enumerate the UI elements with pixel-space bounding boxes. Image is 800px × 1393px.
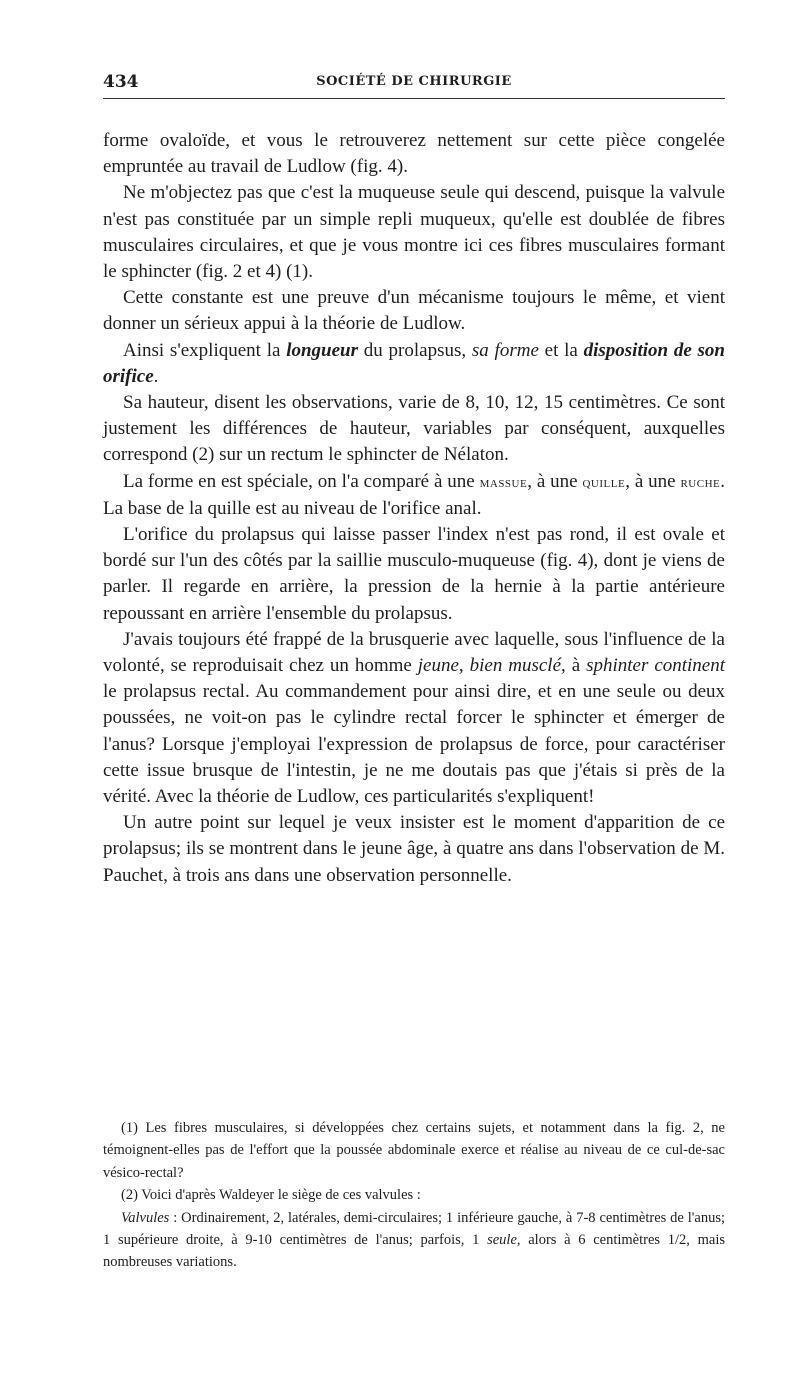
paragraph-3: Cette constante est une preuve d'un mécanisme toujours le même, et vient donner un sérieux appui à la théorie de Ludlow.: [103, 287, 725, 335]
text-run: . La base de la quille est au niveau de l'orifice anal.: [103, 470, 725, 519]
text-run: .: [153, 365, 159, 387]
text-run: J'avais toujours été frappé de la brusquerie avec laquelle, sous l'influence de la volonté, se reproduisait chez un homme: [103, 628, 725, 677]
footnote-2: (2) Voici d'après Waldeyer le siège de ces valvules :: [121, 1187, 421, 1204]
paragraph-4: [103, 338, 725, 390]
emphasis-disposition: disposition de son orifice: [103, 339, 725, 387]
text-run: et la: [538, 339, 584, 361]
paragraph-5: Sa hauteur, disent les observations, varie de 8, 10, 12, 15 centimètres. Ce sont justement les différences de hauteur, variables par conséquent, auxquelles correspond (2) sur un rectum le sphincter de Nélaton.: [103, 392, 725, 466]
paragraph-1: forme ovaloïde, et vous le retrouverez nettement sur cette pièce congelée empruntée au travail de Ludlow (fig. 4).: [103, 130, 725, 178]
text-run: , à une: [527, 470, 583, 492]
emphasis-jeune: jeune, bien musclé: [417, 655, 562, 677]
text-run: , à: [561, 655, 587, 677]
page-header: [103, 72, 725, 99]
smallcaps-massue: massue: [479, 474, 528, 491]
paragraph-2: Ne m'objectez pas que c'est la muqueuse seule qui descend, puisque la valvule n'est pas constituée par un simple repli muqueux, qu'elle est doublée de fibres musculaires circulaires, et que je vous montre ici ces fibres musculaires formant le sphincter (fig. 2 et 4) (1).: [103, 182, 725, 283]
paragraph-8: [103, 627, 725, 810]
footnotes: [103, 1117, 725, 1274]
smallcaps-ruche: ruche: [680, 474, 721, 491]
page-number: 434: [103, 72, 139, 92]
smallcaps-quille: quille: [582, 474, 626, 491]
text-run: La forme en est spéciale, on l'a comparé à une: [123, 470, 480, 492]
paragraph-6: [103, 469, 725, 522]
body-text: [103, 128, 725, 889]
emphasis-seule: seule: [487, 1232, 517, 1249]
text-run: Ainsi s'expliquent la: [123, 339, 287, 361]
emphasis-sa-forme: sa forme: [471, 339, 539, 361]
emphasis-valvules: Valvules: [121, 1209, 170, 1226]
paragraph-9: Un autre point sur lequel je veux insister est le moment d'apparition de ce prolapsus; ils se montrent dans le jeune âge, à quatre ans dans l'observation de M. Pauchet, à trois ans dans une observation personnelle.: [103, 812, 725, 886]
emphasis-longueur: longueur: [286, 339, 359, 361]
text-run: le prolapsus rectal. Au commandement pour ainsi dire, et en une seule ou deux poussées, ne voit-on pas le cylindre rectal forcer le sphincter et émerger de l'anus? Lorsque j'employai l'expression de prolapsus de force, pour caractériser cette issue brusque de l'intestin, je ne me doutais pas que j'étais si près de la vérité. Avec la théorie de Ludlow, ces particularités s'expliquent!: [103, 681, 725, 808]
running-head: SOCIÉTÉ DE CHIRURGIE: [316, 74, 512, 89]
text-run: , alors à 6 centimètres 1/2, mais nombreuses variations.: [103, 1232, 726, 1271]
text-run: du prolapsus,: [358, 339, 472, 361]
footnote-3: [103, 1207, 725, 1274]
footnote-1: (1) Les fibres musculaires, si développées chez certains sujets, et notamment dans la fig. 2, ne témoignent-elles pas de l'effort que la poussée abdominale exerce et réalise au niveau de ce cul-de-sac vésico-rectal?: [103, 1120, 725, 1181]
emphasis-sphinter: sphinter continent: [586, 655, 726, 677]
paragraph-7: L'orifice du prolapsus qui laisse passer l'index n'est pas rond, il est ovale et bordé sur l'un des côtés par la saillie musculo-muqueuse (fig. 4), dont je viens de parler. Il regarde en arrière, la pression de la hernie à la partie antérieure repoussant en arrière l'ensemble du prolapsus.: [103, 524, 725, 624]
text-run: , à une: [625, 470, 681, 492]
text-run: : Ordinairement, 2, latérales, demi-circulaires; 1 inférieure gauche, à 7-8 centimètres de l'anus; 1 supérieure droite, à 9-10 centimètres de l'anus; parfois, 1: [103, 1209, 725, 1249]
